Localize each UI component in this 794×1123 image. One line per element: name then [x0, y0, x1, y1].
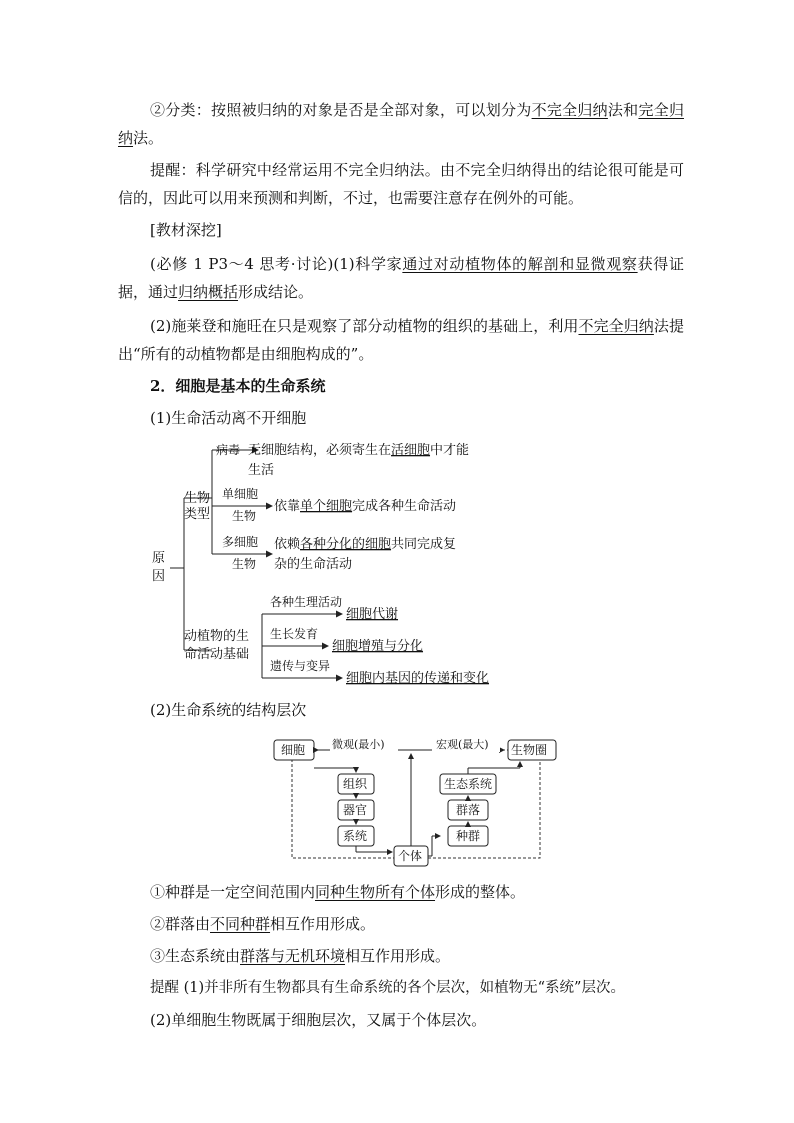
answer-underline: 通过对动植物体的解剖和显微观察 — [402, 255, 638, 273]
answer-underline: 群落与无机环境 — [240, 947, 346, 965]
subsection-heading-2: (2)生命系统的结构层次 — [150, 701, 307, 719]
branch2-item-1: 各种生理活动 — [270, 595, 343, 609]
classification-paragraph — [118, 96, 684, 152]
text: 法提出“所有的动植物都是由细胞构成的”。 — [118, 317, 684, 363]
text: ③生态系统由 — [150, 947, 241, 965]
textbook-paragraph-2 — [118, 312, 684, 368]
reminder-note-1 — [118, 974, 684, 1002]
answer-underline: 归纳概括 — [178, 283, 239, 301]
branch-bio-type-a: 生物 — [184, 491, 211, 506]
answer-underline: 不完全归纳 — [578, 317, 654, 335]
answer-underline: 同种生物所有个体 — [315, 883, 436, 901]
text: 法和 — [607, 101, 639, 119]
branch2-result-2: 细胞增殖与分化 — [332, 639, 424, 654]
text: 相互作用形成。 — [270, 915, 376, 933]
branch-basis-b: 命活动基础 — [184, 647, 250, 662]
answer-underline: 不同种群 — [210, 915, 271, 933]
note-population — [118, 878, 684, 906]
unicellular-label-b: 生物 — [232, 509, 257, 523]
note-ecosystem — [118, 942, 684, 970]
reminder-paragraph: 提醒：科学研究中经常运用不完全归纳法。由不完全归纳得出的结论很可能是可信的，因此可以用来预测和判断，不过，也需要注意存在例外的可能。 — [118, 161, 684, 207]
branch2-item-3: 遗传与变异 — [270, 659, 331, 673]
text: (2)施莱登和施旺在只是观察了部分动植物的组织的基础上，利用 — [150, 317, 579, 335]
tree-root-b: 因 — [152, 569, 166, 584]
text: ②分类：按照被归纳的对象是否是全部对象，可以划分为 — [150, 101, 532, 119]
branch2-item-2: 生长发育 — [270, 627, 319, 641]
level-population: 种群 — [456, 829, 481, 843]
level-ecosystem: 生态系统 — [444, 777, 493, 791]
reminder-note-2: (2)单细胞生物既属于细胞层次，又属于个体层次。 — [150, 1011, 487, 1029]
answer-underline: 完全归纳 — [118, 101, 684, 147]
virus-desc: 无细胞结构，必须寄生在活细胞中才能 — [248, 443, 470, 458]
branch2-result-1: 细胞代谢 — [346, 607, 399, 622]
multicellular-desc-2: 杂的生命活动 — [274, 557, 353, 572]
level-community: 群落 — [456, 803, 481, 817]
text: 形成结论。 — [238, 283, 314, 301]
branch-bio-type-b: 类型 — [184, 507, 211, 522]
answer-underline: 不完全归纳 — [531, 101, 608, 119]
text: 法。 — [133, 129, 164, 147]
text: ①种群是一定空间范围内 — [150, 883, 316, 901]
text: 相互作用形成。 — [345, 947, 451, 965]
unicellular-label-a: 单细胞 — [222, 487, 259, 501]
multicellular-label-a: 多细胞 — [222, 535, 259, 549]
text: (必修 1 P3～4 思考·讨论)(1)科学家 — [150, 255, 403, 273]
level-individual: 个体 — [398, 849, 423, 863]
branch2-result-3: 细胞内基因的传递和变化 — [346, 671, 490, 686]
virus-desc-2: 生活 — [248, 463, 275, 478]
level-system: 系统 — [343, 829, 368, 843]
text: ②群落由 — [150, 915, 211, 933]
section-tag: [教材深挖] — [150, 221, 222, 239]
level-tissue: 组织 — [343, 777, 368, 791]
text: (1)并非所有生物都具有生命系统的各个层次，如植物无“系统”层次。 — [183, 980, 625, 996]
cause-tree-diagram — [140, 436, 520, 692]
multicellular-label-b: 生物 — [232, 557, 257, 571]
note-community — [118, 910, 684, 938]
multicellular-desc: 依赖各种分化的细胞共同完成复 — [274, 537, 457, 552]
text: 形成的整体。 — [435, 883, 526, 901]
micro-label: 微观(最小) — [332, 738, 385, 751]
level-organ: 器官 — [343, 803, 368, 817]
section-heading: 2．细胞是基本的生命系统 — [150, 377, 326, 395]
textbook-paragraph-1 — [118, 250, 684, 306]
reminder-label: 提醒 — [150, 980, 179, 996]
text: 获得证据，通过 — [118, 255, 684, 301]
level-cell: 细胞 — [281, 743, 306, 757]
level-biosphere: 生物圈 — [511, 743, 548, 757]
tree-root-a: 原 — [152, 551, 166, 566]
subsection-heading-1: (1)生命活动离不开细胞 — [150, 409, 307, 427]
branch-basis-a: 动植物的生 — [184, 629, 250, 644]
virus-label: 病毒 — [216, 443, 241, 457]
unicellular-desc: 依靠单个细胞完成各种生命活动 — [274, 499, 457, 514]
life-system-levels-diagram — [270, 732, 560, 868]
macro-label: 宏观(最大) — [436, 738, 489, 751]
